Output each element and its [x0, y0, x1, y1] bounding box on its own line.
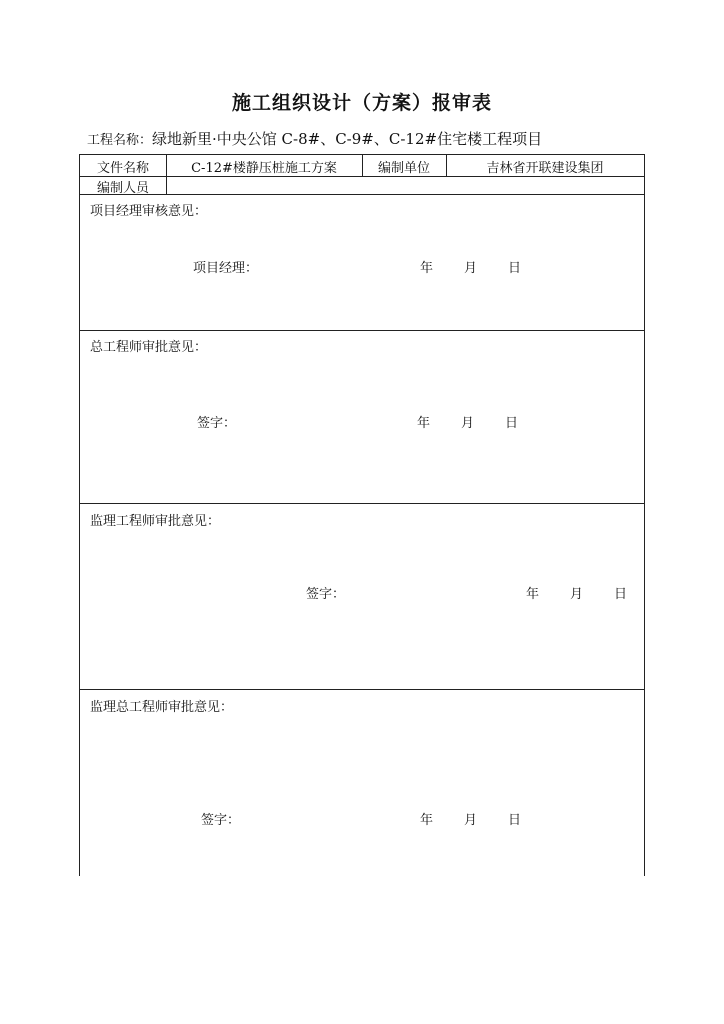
project-label: 工程名称：	[87, 133, 153, 148]
chief-engineer-year: 年	[417, 416, 431, 431]
section-divider	[80, 330, 644, 331]
project-name: 绿地新里·中央公馆 C-8#、C-9#、C-12#住宅楼工程项目	[152, 130, 543, 148]
supervisor-signature-label: 签字：	[306, 587, 346, 602]
chief-supervisor-year: 年	[420, 813, 434, 828]
pm-month: 月	[464, 261, 478, 276]
file-name-label: 文件名称	[96, 161, 149, 176]
file-name-value: C-12#楼静压桩施工方案	[191, 161, 337, 176]
chief-supervisor-review-title: 监理总工程师审批意见：	[90, 700, 234, 715]
chief-engineer-day: 日	[505, 416, 519, 431]
chief-supervisor-signature-label: 签字：	[201, 813, 241, 828]
supervisor-month: 月	[570, 587, 584, 602]
supervisor-day: 日	[614, 587, 628, 602]
unit-value: 吉林省开联建设集团	[486, 161, 604, 176]
preparer-label: 编制人员	[96, 181, 149, 196]
chief-engineer-review-title: 总工程师审批意见：	[90, 340, 208, 355]
project-line	[87, 128, 542, 149]
pm-day: 日	[508, 261, 522, 276]
form-title: 施工组织设计（方案）报审表	[231, 92, 492, 114]
pm-year: 年	[420, 261, 434, 276]
chief-supervisor-day: 日	[508, 813, 522, 828]
section-divider	[80, 689, 644, 690]
chief-engineer-signature-label: 签字：	[197, 416, 237, 431]
section-divider	[80, 503, 644, 504]
supervisor-review-title: 监理工程师审批意见：	[90, 514, 221, 529]
approval-form-table	[79, 154, 645, 876]
unit-label: 编制单位	[377, 161, 430, 176]
chief-supervisor-month: 月	[464, 813, 478, 828]
pm-review-title: 项目经理审核意见：	[90, 204, 208, 219]
pm-signature-label: 项目经理：	[193, 261, 259, 276]
supervisor-year: 年	[526, 587, 540, 602]
chief-engineer-month: 月	[461, 416, 475, 431]
